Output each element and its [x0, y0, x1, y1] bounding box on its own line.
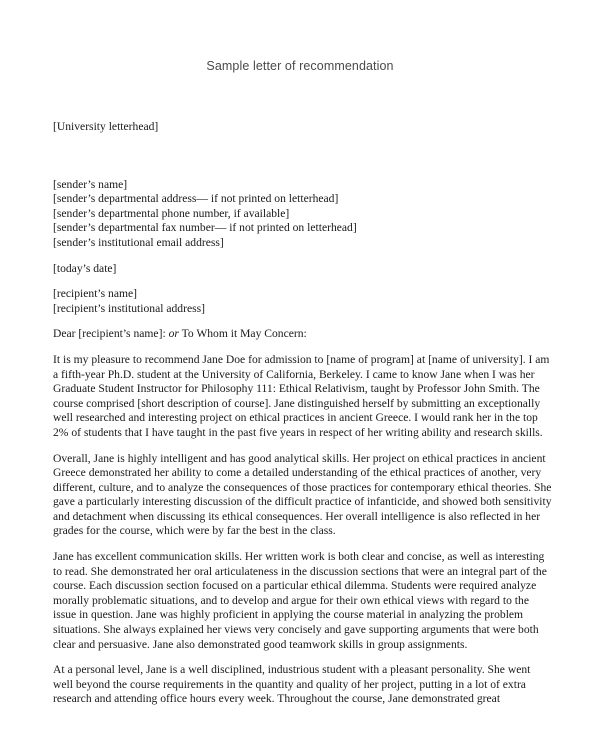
- paragraph-line: well beyond the course requirements in the quantity and quality of her project, putting in a lot of extra: [53, 677, 526, 691]
- letterhead-placeholder: [University letterhead]: [53, 120, 159, 133]
- paragraph-line: 2% of students that I have taught in the past five years in respect of her writing ability and research skills.: [53, 425, 543, 439]
- paragraph-line: well researched and interesting project on ethical practices in ancient Greece. I would rank her in the top: [53, 411, 538, 425]
- paragraph-line: a fifth-year Ph.D. student at the University of California, Berkeley. I came to know Jane when I was her: [53, 367, 535, 381]
- paragraph-line: gave a particularly interesting discussion of the difficult practice of infanticide, and showed both sensitivity: [53, 495, 552, 509]
- paragraph-intelligence: [53, 452, 553, 540]
- paragraph-line: morally problematic situations, and to develop and argue for their own ethical views with regard to the: [53, 593, 529, 607]
- paragraph-line: It is my pleasure to recommend Jane Doe for admission to [name of program] at [name of university]. I am: [53, 352, 550, 366]
- paragraph-line: grades for the course, which were by far the best in the class.: [53, 524, 336, 538]
- sender-phone: [sender’s departmental phone number, if available]: [53, 206, 290, 220]
- paragraph-personal: [53, 663, 553, 707]
- letter-body: [53, 120, 553, 707]
- salutation-text: Dear [recipient’s name]:: [53, 327, 169, 341]
- paragraph-communication: [53, 550, 553, 652]
- paragraph-line: different, culture, and to analyze the consequences of those practices for contemporary ethical theories. She: [53, 480, 552, 494]
- recipient-name: [recipient’s name]: [53, 287, 138, 301]
- paragraph-line: Greece demonstrated her ability to come a detailed understanding of the ethical practices of another, very: [53, 466, 542, 480]
- paragraph-introduction: [53, 353, 553, 441]
- document-title: Sample letter of recommendation: [206, 59, 394, 73]
- paragraph-line: situations. She always explained her views very concisely and gave supporting arguments that were both: [53, 623, 539, 637]
- sender-block: [53, 178, 553, 251]
- letter-date: [today’s date]: [53, 261, 117, 275]
- paragraph-line: Jane has excellent communication skills. Her written work is both clear and concise, as well as interesting: [53, 550, 545, 564]
- paragraph-line: clear and persuasive. Jane also demonstrated good teamwork skills in group assignments.: [53, 637, 468, 651]
- salutation-rest: To Whom it May Concern:: [178, 327, 307, 341]
- sender-name: [sender’s name]: [53, 177, 128, 191]
- sender-email: [sender’s institutional email address]: [53, 235, 224, 249]
- paragraph-line: Graduate Student Instructor for Philosophy 111: Ethical Relativism, taught by Professor John Smith. The: [53, 382, 540, 396]
- paragraph-line: issue in question. Jane was highly proficient in applying the course material in analyzing the problem: [53, 608, 524, 622]
- paragraph-line: and detachment when discussing its ethical consequences. Her overall intelligence is also reflected in her: [53, 509, 541, 523]
- salutation-or: or: [168, 327, 179, 341]
- sender-fax: [sender’s departmental fax number— if not printed on letterhead]: [53, 221, 357, 235]
- recipient-address: [recipient’s institutional address]: [53, 301, 205, 315]
- recipient-block: [53, 287, 553, 316]
- paragraph-line: Overall, Jane is highly intelligent and has good analytical skills. Her project on ethical practices in ancient: [53, 451, 546, 465]
- paragraph-line: course. Each discussion section focused on a particular ethical dilemma. Students were required analyze: [53, 579, 537, 593]
- salutation: [53, 327, 553, 342]
- paragraph-line: research and attending office hours every week. Throughout the course, Jane demonstrated great: [53, 692, 501, 706]
- sender-address: [sender’s departmental address— if not printed on letterhead]: [53, 192, 339, 206]
- paragraph-line: At a personal level, Jane is a well disciplined, industrious student with a pleasant personality. She went: [53, 663, 531, 677]
- paragraph-line: to read. She demonstrated her oral articulateness in the discussion sections that were an integral part of the: [53, 564, 547, 578]
- paragraph-line: course comprised [short description of course]. Jane distinguished herself by submitting an exceptionally: [53, 396, 541, 410]
